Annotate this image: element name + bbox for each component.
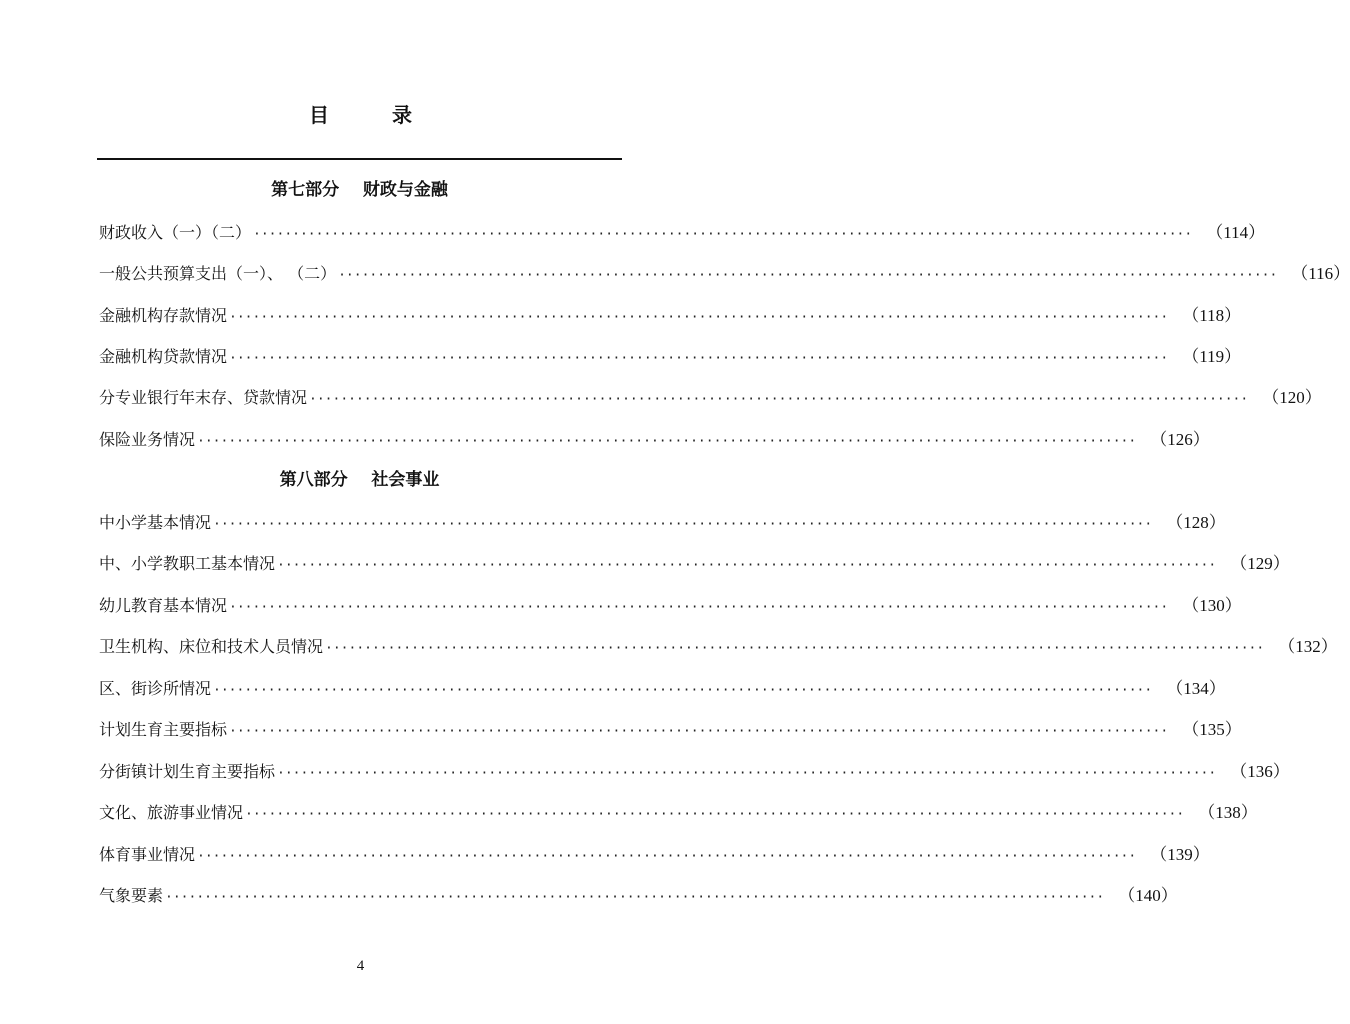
toc-entry[interactable] bbox=[99, 677, 1226, 701]
toc-entry[interactable] bbox=[99, 552, 1290, 576]
toc-entry-page: （126） bbox=[1150, 430, 1210, 449]
dot-leader: ························································································································ bbox=[253, 227, 1193, 242]
toc-entry[interactable] bbox=[99, 428, 1210, 452]
toc-entry-label: 幼儿教育基本情况 bbox=[99, 596, 228, 615]
toc-entry-label: 分专业银行年末存、贷款情况 bbox=[99, 388, 308, 407]
toc-entry-label: 中、小学教职工基本情况 bbox=[99, 554, 276, 573]
dot-leader: ························································································································ bbox=[245, 807, 1185, 822]
dot-leader: ························································································································ bbox=[309, 392, 1249, 407]
toc-entry-label: 文化、旅游事业情况 bbox=[99, 803, 244, 822]
dot-leader: ························································································································ bbox=[165, 890, 1105, 905]
toc-entry-label: 卫生机构、床位和技术人员情况 bbox=[99, 637, 324, 656]
toc-entry-label: 一般公共预算支出（一）、 （二） bbox=[99, 264, 337, 283]
dot-leader: ························································································································ bbox=[338, 268, 1278, 283]
toc-entry-label: 分街镇计划生育主要指标 bbox=[99, 762, 276, 781]
toc-entry[interactable] bbox=[99, 262, 1350, 286]
toc-entry-page: （135） bbox=[1182, 720, 1242, 739]
toc-entry-label: 金融机构贷款情况 bbox=[99, 347, 228, 366]
toc-entry-label: 计划生育主要指标 bbox=[99, 720, 228, 739]
toc-entry[interactable] bbox=[99, 635, 1338, 659]
dot-leader: ························································································································ bbox=[277, 558, 1217, 573]
dot-leader: ························································································································ bbox=[213, 683, 1153, 698]
toc-entry-label: 区、街诊所情况 bbox=[99, 679, 212, 698]
toc-entry-page: （116） bbox=[1291, 264, 1350, 283]
dot-leader: ························································································································ bbox=[229, 351, 1169, 366]
title-divider bbox=[97, 158, 622, 160]
section-heading-part-8: 第八部分 社会事业 bbox=[279, 470, 440, 490]
toc-entry[interactable] bbox=[99, 221, 1266, 245]
toc-entry-label: 金融机构存款情况 bbox=[99, 306, 228, 325]
toc-entry[interactable] bbox=[99, 801, 1258, 825]
toc-entry-page: （119） bbox=[1182, 347, 1242, 366]
toc-entry[interactable] bbox=[99, 843, 1210, 867]
toc-entry-label: 中小学基本情况 bbox=[99, 513, 212, 532]
toc-entry[interactable] bbox=[99, 345, 1242, 369]
toc-entry[interactable] bbox=[99, 594, 1242, 618]
toc-entry-page: （132） bbox=[1278, 637, 1338, 656]
toc-entry-label: 财政收入（一）（二） bbox=[99, 223, 252, 242]
toc-entry-page: （134） bbox=[1166, 679, 1226, 698]
dot-leader: ························································································································ bbox=[229, 724, 1169, 739]
toc-entry[interactable] bbox=[99, 884, 1178, 908]
toc-entry[interactable] bbox=[99, 304, 1242, 328]
toc-entry[interactable] bbox=[99, 511, 1226, 535]
toc-entry-page: （139） bbox=[1150, 845, 1210, 864]
dot-leader: ························································································································ bbox=[229, 600, 1169, 615]
dot-leader: ························································································································ bbox=[213, 517, 1153, 532]
toc-entry-page: （130） bbox=[1182, 596, 1242, 615]
toc-entry-label: 保险业务情况 bbox=[99, 430, 196, 449]
toc-entry-page: （129） bbox=[1230, 554, 1290, 573]
toc-entry[interactable] bbox=[99, 718, 1242, 742]
toc-entry-page: （140） bbox=[1118, 886, 1178, 905]
toc-entry-page: （120） bbox=[1262, 388, 1322, 407]
toc-entry-page: （118） bbox=[1182, 306, 1242, 325]
page-title: 目 录 bbox=[309, 103, 440, 127]
section-heading-part-7: 第七部分 财政与金融 bbox=[271, 180, 448, 200]
toc-entry-page: （114） bbox=[1206, 223, 1266, 242]
toc-entry-label: 体育事业情况 bbox=[99, 845, 196, 864]
toc-entry[interactable] bbox=[99, 386, 1322, 410]
dot-leader: ························································································································ bbox=[277, 766, 1217, 781]
toc-entry-page: （128） bbox=[1166, 513, 1226, 532]
toc-entry-label: 气象要素 bbox=[99, 886, 164, 905]
toc-entry[interactable] bbox=[99, 760, 1290, 784]
dot-leader: ························································································································ bbox=[197, 434, 1137, 449]
dot-leader: ························································································································ bbox=[197, 849, 1137, 864]
dot-leader: ························································································································ bbox=[229, 310, 1169, 325]
toc-entry-page: （138） bbox=[1198, 803, 1258, 822]
toc-entry-page: （136） bbox=[1230, 762, 1290, 781]
dot-leader: ························································································································ bbox=[325, 641, 1265, 656]
page-number: 4 bbox=[356, 958, 365, 974]
